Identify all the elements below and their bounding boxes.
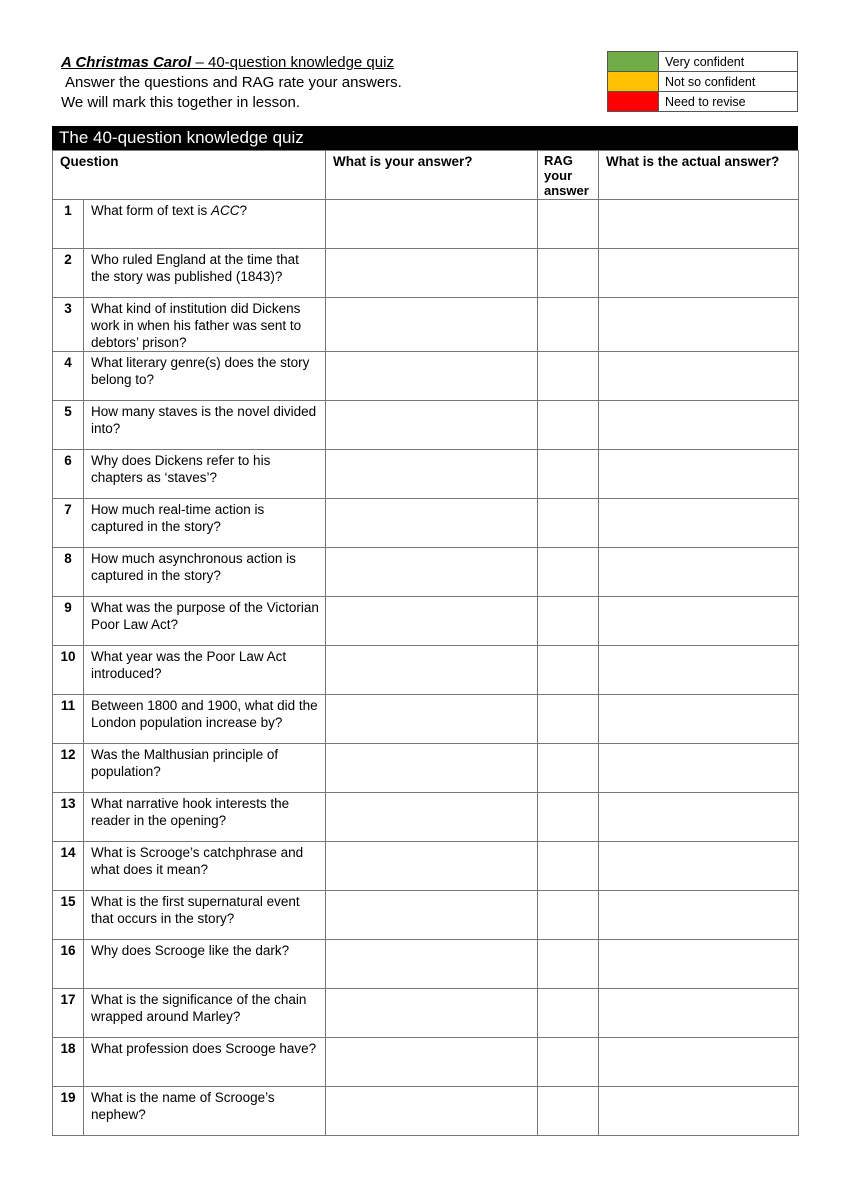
answer-cell[interactable]: [326, 989, 538, 1038]
table-row: [53, 499, 799, 548]
answer-cell[interactable]: [326, 1087, 538, 1136]
rag-color-swatch: [608, 72, 659, 92]
rag-cell[interactable]: [538, 298, 599, 352]
question-text: What literary genre(s) does the story belong to?: [84, 352, 326, 401]
table-row: [53, 450, 799, 499]
question-number: 6: [53, 450, 84, 499]
actual-answer-cell[interactable]: [599, 499, 799, 548]
question-text: What is the name of Scrooge’s nephew?: [84, 1087, 326, 1136]
question-number: 14: [53, 842, 84, 891]
table-row: [53, 1087, 799, 1136]
actual-answer-cell[interactable]: [599, 249, 799, 298]
answer-cell[interactable]: [326, 891, 538, 940]
answer-cell[interactable]: [326, 548, 538, 597]
table-row: [53, 200, 799, 249]
table-row: [53, 1038, 799, 1087]
rag-cell[interactable]: [538, 940, 599, 989]
rag-cell[interactable]: [538, 891, 599, 940]
answer-cell[interactable]: [326, 744, 538, 793]
question-number: 1: [53, 200, 84, 249]
rag-key-row: [608, 92, 798, 112]
rag-key: [607, 51, 798, 112]
actual-answer-cell[interactable]: [599, 298, 799, 352]
answer-cell[interactable]: [326, 793, 538, 842]
actual-answer-cell[interactable]: [599, 1087, 799, 1136]
question-number: 8: [53, 548, 84, 597]
question-number: 12: [53, 744, 84, 793]
header-row: [53, 151, 799, 200]
question-number: 5: [53, 401, 84, 450]
rag-key-row: [608, 52, 798, 72]
column-header-actual: What is the actual answer?: [599, 151, 799, 200]
question-text: Was the Malthusian principle of population?: [84, 744, 326, 793]
rag-cell[interactable]: [538, 646, 599, 695]
table-row: [53, 744, 799, 793]
question-number: 17: [53, 989, 84, 1038]
question-number: 13: [53, 793, 84, 842]
rag-key-label: Need to revise: [659, 92, 798, 112]
answer-cell[interactable]: [326, 499, 538, 548]
rag-cell[interactable]: [538, 249, 599, 298]
rag-cell[interactable]: [538, 597, 599, 646]
actual-answer-cell[interactable]: [599, 450, 799, 499]
question-text: [84, 200, 326, 249]
table-row: [53, 891, 799, 940]
question-text: How much asynchronous action is captured in the story?: [84, 548, 326, 597]
question-number: 4: [53, 352, 84, 401]
actual-answer-cell[interactable]: [599, 401, 799, 450]
actual-answer-cell[interactable]: [599, 200, 799, 249]
quiz-subtitle: – 40-question knowledge quiz: [191, 54, 394, 71]
rag-cell[interactable]: [538, 499, 599, 548]
answer-cell[interactable]: [326, 298, 538, 352]
rag-color-swatch: [608, 52, 659, 72]
rag-cell[interactable]: [538, 989, 599, 1038]
answer-cell[interactable]: [326, 450, 538, 499]
rag-key-row: [608, 72, 798, 92]
question-text: What narrative hook interests the reader in the opening?: [84, 793, 326, 842]
rag-cell[interactable]: [538, 793, 599, 842]
actual-answer-cell[interactable]: [599, 842, 799, 891]
rag-cell[interactable]: [538, 401, 599, 450]
actual-answer-cell[interactable]: [599, 1038, 799, 1087]
actual-answer-cell[interactable]: [599, 940, 799, 989]
rag-cell[interactable]: [538, 1038, 599, 1087]
actual-answer-cell[interactable]: [599, 891, 799, 940]
actual-answer-cell[interactable]: [599, 646, 799, 695]
actual-answer-cell[interactable]: [599, 695, 799, 744]
question-number: 10: [53, 646, 84, 695]
question-text: What is the first supernatural event that occurs in the story?: [84, 891, 326, 940]
question-text: What was the purpose of the Victorian Poor Law Act?: [84, 597, 326, 646]
actual-answer-cell[interactable]: [599, 744, 799, 793]
question-number: 7: [53, 499, 84, 548]
answer-cell[interactable]: [326, 597, 538, 646]
table-row: [53, 695, 799, 744]
question-text: How many staves is the novel divided into?: [84, 401, 326, 450]
quiz-title: [61, 53, 481, 73]
answer-cell[interactable]: [326, 940, 538, 989]
question-text: What is the significance of the chain wrapped around Marley?: [84, 989, 326, 1038]
table-row: [53, 548, 799, 597]
instruction-text: Answer the questions and RAG rate your answers.: [65, 74, 402, 91]
rag-color-swatch: [608, 92, 659, 112]
marking-note: We will mark this together in lesson.: [61, 94, 300, 111]
answer-cell[interactable]: [326, 695, 538, 744]
rag-cell[interactable]: [538, 450, 599, 499]
question-text: What profession does Scrooge have?: [84, 1038, 326, 1087]
rag-cell[interactable]: [538, 200, 599, 249]
actual-answer-cell[interactable]: [599, 989, 799, 1038]
rag-cell[interactable]: [538, 695, 599, 744]
question-text: Why does Dickens refer to his chapters as ‘staves’?: [84, 450, 326, 499]
question-text-part: ?: [239, 203, 248, 218]
question-text: How much real-time action is captured in the story?: [84, 499, 326, 548]
table-row: [53, 793, 799, 842]
answer-cell[interactable]: [326, 200, 538, 249]
answer-cell[interactable]: [326, 249, 538, 298]
rag-cell[interactable]: [538, 352, 599, 401]
question-number: 16: [53, 940, 84, 989]
question-number: 15: [53, 891, 84, 940]
question-text-emphasis: ACC: [211, 203, 240, 218]
table-row: [53, 401, 799, 450]
table-row: [53, 646, 799, 695]
quiz-table: [52, 150, 799, 1136]
question-number: 3: [53, 298, 84, 352]
table-row: [53, 249, 799, 298]
question-text: What year was the Poor Law Act introduced?: [84, 646, 326, 695]
actual-answer-cell[interactable]: [599, 793, 799, 842]
question-text: What kind of institution did Dickens work in when his father was sent to debtors’ prison?: [84, 298, 326, 352]
rag-key-label: Very confident: [659, 52, 798, 72]
question-text: Why does Scrooge like the dark?: [84, 940, 326, 989]
table-row: [53, 352, 799, 401]
column-header-question: Question: [53, 151, 326, 200]
question-number: 11: [53, 695, 84, 744]
question-text: Who ruled England at the time that the story was published (1843)?: [84, 249, 326, 298]
rag-cell[interactable]: [538, 842, 599, 891]
question-text-part: What form of text is: [91, 203, 212, 218]
table-row: [53, 842, 799, 891]
actual-answer-cell[interactable]: [599, 352, 799, 401]
question-number: 2: [53, 249, 84, 298]
question-number: 18: [53, 1038, 84, 1087]
table-row: [53, 597, 799, 646]
rag-cell[interactable]: [538, 548, 599, 597]
question-number: 9: [53, 597, 84, 646]
table-row: [53, 940, 799, 989]
column-header-rag: RAG your answer: [538, 151, 599, 200]
table-row: [53, 989, 799, 1038]
answer-cell[interactable]: [326, 1038, 538, 1087]
column-header-answer: What is your answer?: [326, 151, 538, 200]
table-row: [53, 298, 799, 352]
rag-key-label: Not so confident: [659, 72, 798, 92]
answer-cell[interactable]: [326, 352, 538, 401]
actual-answer-cell[interactable]: [599, 597, 799, 646]
book-title: A Christmas Carol: [61, 54, 192, 71]
quiz-header: [61, 53, 481, 113]
rag-cell[interactable]: [538, 1087, 599, 1136]
rag-cell[interactable]: [538, 744, 599, 793]
actual-answer-cell[interactable]: [599, 548, 799, 597]
answer-cell[interactable]: [326, 646, 538, 695]
question-text: Between 1800 and 1900, what did the London population increase by?: [84, 695, 326, 744]
question-number: 19: [53, 1087, 84, 1136]
quiz-banner: The 40-question knowledge quiz: [52, 126, 798, 150]
answer-cell[interactable]: [326, 842, 538, 891]
answer-cell[interactable]: [326, 401, 538, 450]
question-text: What is Scrooge’s catchphrase and what does it mean?: [84, 842, 326, 891]
